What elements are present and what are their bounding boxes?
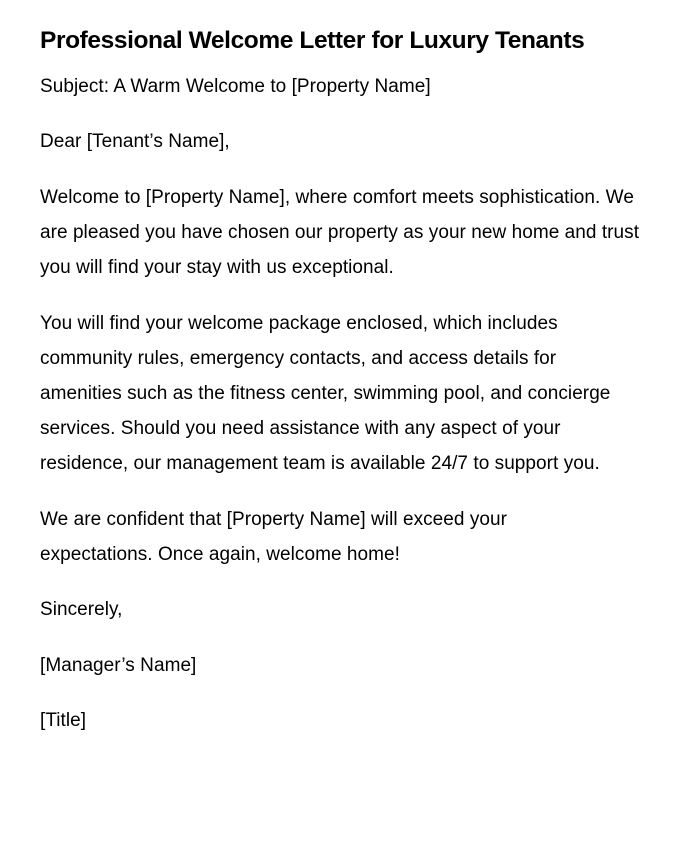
signature-name: [Manager’s Name] bbox=[40, 654, 197, 676]
subject-line: Subject: A Warm Welcome to [Property Name] bbox=[40, 76, 431, 97]
body-paragraph-closing: We are confident that [Property Name] will exceed your expectations. Once again, welcome home! bbox=[40, 508, 508, 565]
signature-title: [Title] bbox=[40, 710, 87, 732]
salutation: Dear [Tenant’s Name], bbox=[40, 131, 230, 153]
closing-line: Sincerely, bbox=[40, 598, 123, 620]
body-paragraph-welcome: Welcome to [Property Name], where comfort meets sophistication. We are pleased you have chosen our property as your new home and trust you will find your stay with us exceptional. bbox=[40, 186, 640, 279]
body-paragraph-package: You will find your welcome package enclosed, which includes community rules, emergency contacts, and access details for amenities such as the fitness center, swimming pool, and concierge services. Should you need assistance with any aspect of your residence, our management team is available 24/7 to support you. bbox=[40, 312, 611, 475]
document-title: Professional Welcome Letter for Luxury Tenants bbox=[40, 27, 585, 54]
